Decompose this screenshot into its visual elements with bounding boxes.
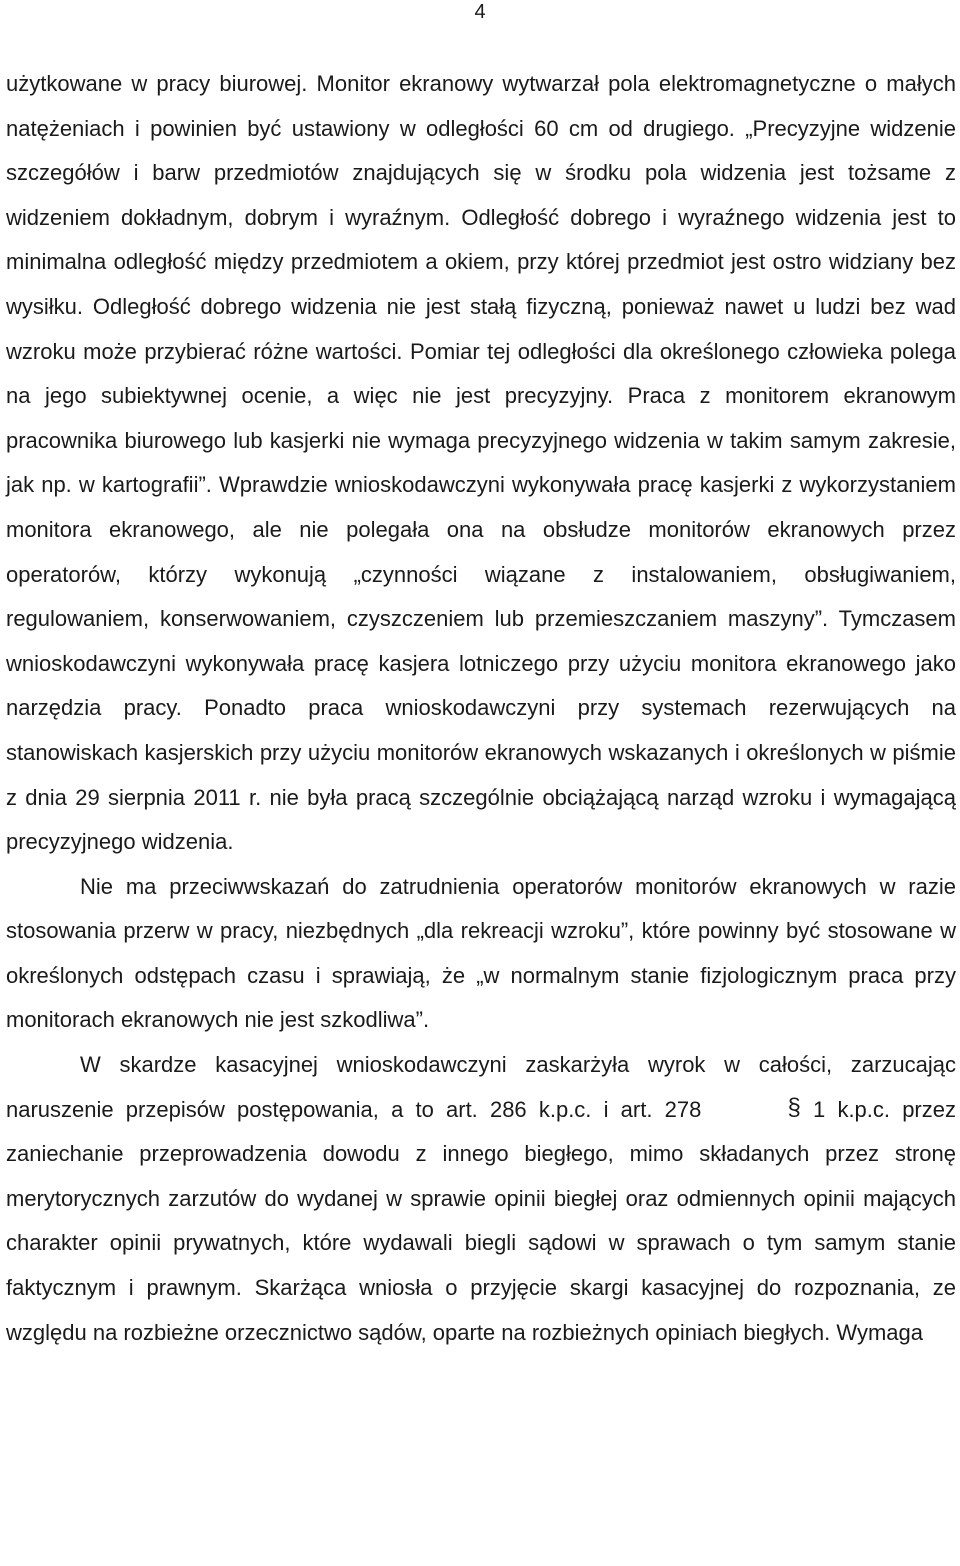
- paragraph-continuation: użytkowane w pracy biurowej. Monitor ekranowy wytwarzał pola elektromagnetyczne o małych natężeniach i powinien być ustawiony w odległości 60 cm od drugiego. „Precyzyjne widzenie szczegółów i barw przedmiotów znajdujących się w środku pola widzenia jest tożsame z widzeniem dokładnym, dobrym i wyraźnym. Odległość dobrego i wyraźnego widzenia jest to minimalna odległość między przedmiotem a okiem, przy której przedmiot jest ostro widziany bez wysiłku. Odległość dobrego widzenia nie jest stałą fizyczną, ponieważ nawet u ludzi bez wad wzroku może przybierać różne wartości. Pomiar tej odległości dla określonego człowieka polega na jego subiektywnej ocenie, a więc nie jest precyzyjny. Praca z monitorem ekranowym pracownika biurowego lub kasjerki nie wymaga precyzyjnego widzenia w takim samym zakresie, jak np. w kartografii”. Wprawdzie wnioskodawczyni wykonywała pracę kasjerki z wykorzystaniem monitora ekranowego, ale nie polegała ona na obsłudze monitorów ekranowych przez operatorów, którzy wykonują „czynności wiązane z instalowaniem, obsługiwaniem, regulowaniem, konserwowaniem, czyszczeniem lub przemieszczaniem maszyny”. Tymczasem wnioskodawczyni wykonywała pracę kasjera lotniczego przy użyciu monitora ekranowego jako narzędzia pracy. Ponadto praca wnioskodawczyni przy systemach rezerwujących na stanowiskach kasjerskich przy użyciu monitorów ekranowych wskazanych i określonych w piśmie z dnia 29 sierpnia 2011 r. nie była pracą szczególnie obciążającą narząd wzroku i wymagającą precyzyjnego widzenia.: [6, 71, 956, 855]
- section-sign: §: [787, 1093, 801, 1121]
- page-number: 4: [474, 1, 486, 23]
- paragraph-cassation-appeal: [6, 1043, 956, 1355]
- document-body: [6, 62, 956, 1355]
- paragraph-text-before: W skardze kasacyjnej wnioskodawczyni zaskarżyła wyrok w całości, zarzucając naruszenie przepisów postępowania, a to art. 286 k.p.c. i art. 278: [6, 1052, 956, 1122]
- paragraph-contraindications: Nie ma przeciwwskazań do zatrudnienia operatorów monitorów ekranowych w razie stosowania przerw w pracy, niezbędnych „dla rekreacji wzroku”, które powinny być stosowane w określonych odstępach czasu i sprawiają, że „w normalnym stanie fizjologicznym praca przy monitorach ekranowych nie jest szkodliwa”.: [6, 873, 956, 1033]
- paragraph-text-after: 1 k.p.c. przez zaniechanie przeprowadzenia dowodu z innego biegłego, mimo składanych przez stronę merytorycznych zarzutów do wydanej w sprawie opinii biegłej oraz odmiennych opinii mających charakter opinii prywatnych, które wydawali biegli sądowi w sprawach o tym samym stanie faktycznym i prawnym. Skarżąca wniosła o przyjęcie skargi kasacyjnej do rozpoznania, ze względu na rozbieżne orzecznictwo sądów, oparte na rozbieżnych opiniach biegłych. Wymaga: [6, 1096, 956, 1345]
